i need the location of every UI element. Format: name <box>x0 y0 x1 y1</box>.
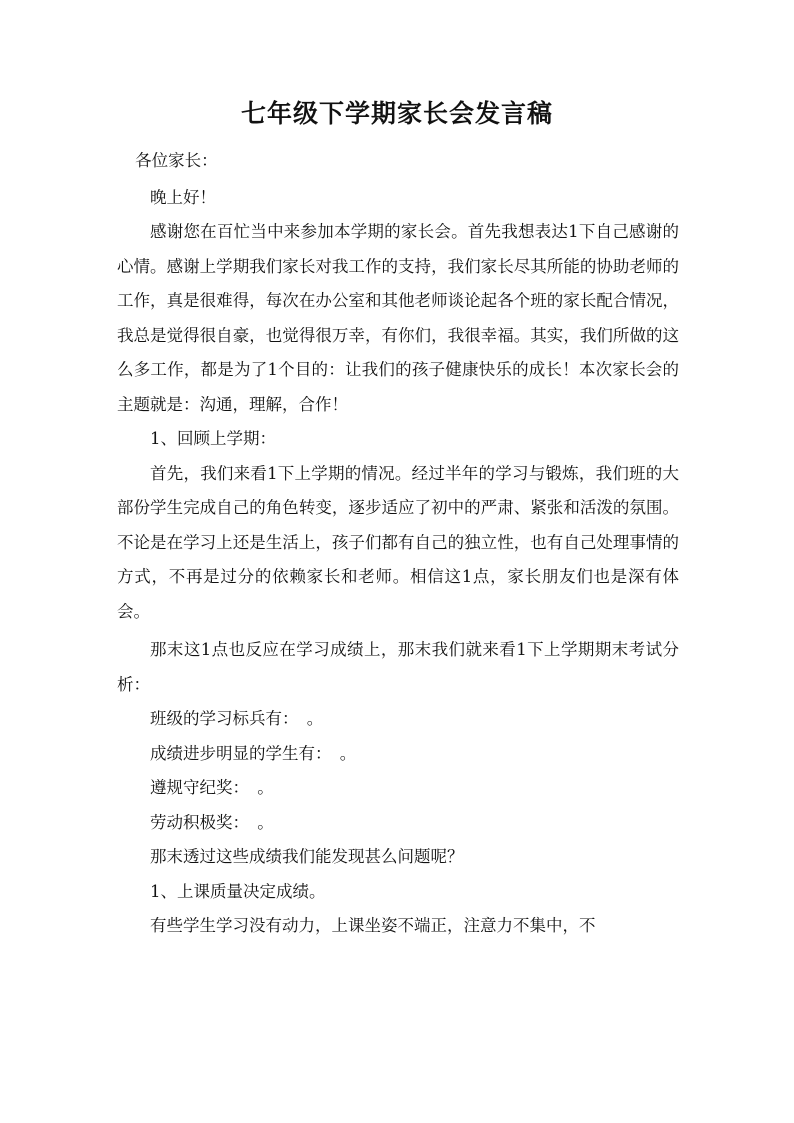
paragraph-class-quality: 有些学生学习没有动力，上课坐姿不端正，注意力不集中，不 <box>150 916 596 935</box>
list-item-labor-award: 劳动积极奖： 。 <box>150 812 274 832</box>
paragraph-review: 首先，我们来看1下上学期的情况。经过半年的学习与锻炼，我们班的大部份学生完成自己的角色转变，逐步适应了初中的严肃、紧张和活泼的氛围。不论是在学习上还是生活上，孩子们都有自己的独立性，也有自己处理事情的方式，不再是过分的依赖家长和老师。相信这1点，家长朋友们也是深有体会。 <box>117 463 679 621</box>
paragraph-exam-intro: 那末这1点也反应在学习成绩上，那末我们就来看1下上学期期末考试分析： <box>117 640 679 694</box>
list-item-model-students: 班级的学习标兵有： 。 <box>150 709 324 728</box>
salutation: 各位家长： <box>135 151 218 170</box>
list-item-progress-students: 成绩进步明显的学生有： 。 <box>150 743 357 763</box>
point-heading-class-quality: 1、上课质量决定成绩。 <box>150 881 326 901</box>
document-title: 七年级下学期家长会发言稿 <box>240 99 553 128</box>
greeting: 晚上好！ <box>150 187 216 207</box>
paragraph-question: 那末透过这些成绩我们能发现甚么问题呢？ <box>150 847 464 866</box>
list-item-discipline-award: 遵规守纪奖： 。 <box>150 778 274 797</box>
document-body <box>117 144 679 944</box>
section-heading-review: 1、回顾上学期： <box>150 429 276 448</box>
paragraph-intro: 感谢您在百忙当中来参加本学期的家长会。首先我想表达1下自己感谢的心情。感谢上学期我们家长对我工作的支持，我们家长尽其所能的协助老师的工作，真是很难得，每次在办公室和其他老师谈论起各个班的家长配合情况，我总是觉得很自豪，也觉得很万幸，有你们，我很幸福。其实，我们所做的这么多工作，都是为了1个目的：让我们的孩子健康快乐的成长！本次家长会的主题就是：沟通，理解，合作！ <box>117 222 679 414</box>
